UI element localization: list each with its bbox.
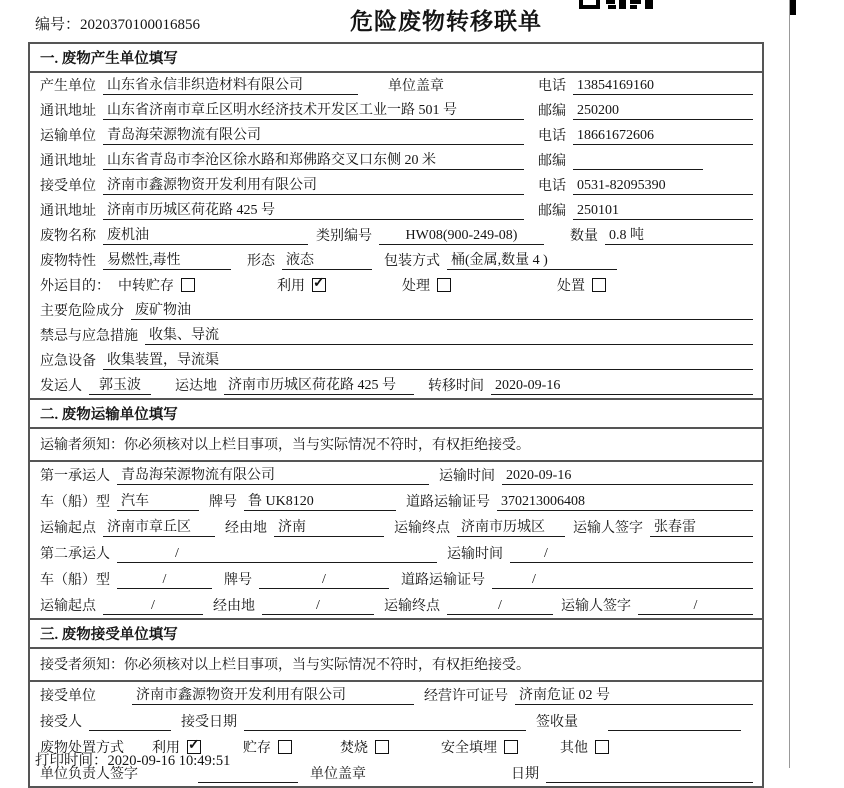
route2-via-value: / xyxy=(262,598,374,615)
receiver-unit-label: 接受单位 xyxy=(40,179,96,194)
plate-label: 牌号 xyxy=(209,495,237,510)
purpose-option-label: 处理 xyxy=(402,279,430,294)
responsible-sign-value xyxy=(198,782,298,783)
receiver-unit-value: 济南市鑫源物资开发利用有限公司 xyxy=(103,174,524,195)
emergency-equipment-row xyxy=(30,348,762,373)
vehicle2-row xyxy=(30,566,762,592)
vehicle1-license-value: 370213006408 xyxy=(497,494,753,511)
carrier2-row xyxy=(30,540,762,566)
document-number-value: 2020370100016856 xyxy=(80,17,201,33)
receiver-zip-value: 250101 xyxy=(573,203,753,220)
disposal-checkbox xyxy=(592,278,606,292)
signed-qty-label: 签收量 xyxy=(536,715,578,730)
transporter-unit-row xyxy=(30,123,762,148)
vehicle2-license-value: / xyxy=(492,572,753,589)
disposal-option-label: 焚烧 xyxy=(340,741,368,756)
receiver-address-row xyxy=(30,198,762,223)
emergency-measures-value: 收集、导流 xyxy=(145,324,753,345)
producer-unit-value: 山东省永信非织造材料有限公司 xyxy=(103,74,358,95)
disposal-landfill-checkbox xyxy=(504,740,518,754)
disposal-incineration-checkbox xyxy=(375,740,389,754)
transporter-address-row xyxy=(30,148,762,173)
route1-sign-value: 张春雷 xyxy=(650,516,753,537)
producer-phone-value: 13854169160 xyxy=(573,78,753,95)
disposal-option-incineration xyxy=(340,737,389,757)
route1-end-value: 济南市历城区 xyxy=(457,516,565,537)
waste-props-label: 废物特性 xyxy=(40,254,96,269)
document-header xyxy=(0,0,796,42)
route1-start-value: 济南市章丘区 xyxy=(103,516,215,537)
disposal-option-other xyxy=(560,737,609,757)
transporter-unit-value: 青岛海荣源物流有限公司 xyxy=(103,124,524,145)
page-edge-line xyxy=(789,0,790,768)
receive-person-row xyxy=(30,708,762,734)
purpose-option-transfer-storage xyxy=(118,275,195,295)
carrier-sign-label: 运输人签字 xyxy=(573,521,643,536)
destination-label: 运达地 xyxy=(175,379,217,394)
waste-qty-label: 数量 xyxy=(570,229,598,244)
print-time-label: 打印时间： xyxy=(35,753,108,769)
receive-person-label: 接受人 xyxy=(40,715,82,730)
qr-code-fragment-icon xyxy=(579,0,653,11)
section3-heading: 三. 废物接受单位填写 xyxy=(30,618,762,649)
dispatch-row xyxy=(30,373,762,398)
responsible-sign-label: 单位负责人签字 xyxy=(40,767,138,782)
signed-qty-value xyxy=(608,730,741,731)
document-number-label: 编号： xyxy=(35,17,81,33)
phone-label: 电话 xyxy=(538,129,566,144)
carrier2-time-value: / xyxy=(510,546,753,563)
route2-sign-value: / xyxy=(638,598,753,615)
route2-end-value: / xyxy=(447,598,553,615)
producer-address-label: 通讯地址 xyxy=(40,104,96,119)
purpose-option-label: 利用 xyxy=(277,279,305,294)
packaging-label: 包装方式 xyxy=(384,254,440,269)
route-start-label: 运输起点 xyxy=(40,521,96,536)
transporter-address-label: 通讯地址 xyxy=(40,154,96,169)
hazard-component-value: 废矿物油 xyxy=(131,299,753,320)
receive-unit-row xyxy=(30,682,762,708)
disposal-option-label: 安全填埋 xyxy=(441,741,497,756)
section2-heading: 二. 废物运输单位填写 xyxy=(30,398,762,429)
receive-unit-label: 接受单位 xyxy=(40,689,96,704)
zip-label: 邮编 xyxy=(538,104,566,119)
receiver-unit-row xyxy=(30,173,762,198)
purpose-option-label: 处置 xyxy=(557,279,585,294)
permit-value: 济南危证 02 号 xyxy=(515,684,753,705)
route-end-label: 运输终点 xyxy=(394,521,450,536)
destination-value: 济南市历城区荷花路 425 号 xyxy=(224,374,414,395)
phone-label: 电话 xyxy=(538,79,566,94)
emergency-measures-row xyxy=(30,323,762,348)
unit-seal-label: 单位盖章 xyxy=(388,79,444,94)
vehicle1-plate-value: 鲁 UK8120 xyxy=(244,490,396,511)
unit-seal-label: 单位盖章 xyxy=(310,767,366,782)
disposal-method-label: 废物处置方式 xyxy=(40,741,124,756)
waste-name-label: 废物名称 xyxy=(40,229,96,244)
transporter-phone-value: 18661672606 xyxy=(573,128,753,145)
emergency-equipment-value: 收集装置，导流渠 xyxy=(103,349,753,370)
road-license-label: 道路运输证号 xyxy=(401,573,485,588)
disposal-option-label: 其他 xyxy=(560,741,588,756)
disposal-option-label: 利用 xyxy=(152,741,180,756)
packaging-value: 桶(金属,数量 4 ) xyxy=(447,249,617,270)
sign-date-value xyxy=(546,782,753,783)
carrier1-time-value: 2020-09-16 xyxy=(502,468,753,485)
producer-address-row xyxy=(30,98,762,123)
carrier2-value: / xyxy=(117,546,437,563)
transporter-address-value: 山东省青岛市李沧区徐水路和郑佛路交叉口东侧 20 米 xyxy=(103,149,524,170)
route1-via-value: 济南 xyxy=(274,516,384,537)
dispatcher-value: 郭玉波 xyxy=(89,374,151,395)
waste-form-label: 形态 xyxy=(247,254,275,269)
carrier-sign-label: 运输人签字 xyxy=(561,599,631,614)
receiver-address-label: 通讯地址 xyxy=(40,204,96,219)
section1-heading: 一. 废物产生单位填写 xyxy=(30,44,762,73)
route1-row xyxy=(30,514,762,540)
page-title: 危险废物转移联单 xyxy=(350,9,542,34)
zip-label: 邮编 xyxy=(538,154,566,169)
vehicle-type-label: 车（船）型 xyxy=(40,573,110,588)
zip-label: 邮编 xyxy=(538,204,566,219)
disposal-option-label: 贮存 xyxy=(243,741,271,756)
vehicle2-plate-value: / xyxy=(259,572,389,589)
waste-qty-value: 0.8 吨 xyxy=(605,224,753,245)
hazard-component-label: 主要危险成分 xyxy=(40,304,124,319)
receive-unit-value: 济南市鑫源物资开发利用有限公司 xyxy=(132,684,414,705)
route-via-label: 经由地 xyxy=(213,599,255,614)
vehicle2-type-value: / xyxy=(117,572,212,589)
route-end-label: 运输终点 xyxy=(384,599,440,614)
transfer-time-value: 2020-09-16 xyxy=(491,378,753,395)
permit-label: 经营许可证号 xyxy=(424,689,508,704)
transfer-time-label: 转移时间 xyxy=(428,379,484,394)
transport-time-label: 运输时间 xyxy=(439,469,495,484)
vehicle1-type-value: 汽车 xyxy=(117,490,199,511)
route2-row xyxy=(30,592,762,618)
emergency-equipment-label: 应急设备 xyxy=(40,354,96,369)
receiver-phone-value: 0531-82095390 xyxy=(573,178,753,195)
vehicle-type-label: 车（船）型 xyxy=(40,495,110,510)
carrier1-row xyxy=(30,462,762,488)
road-license-label: 道路运输证号 xyxy=(406,495,490,510)
disposal-storage-checkbox xyxy=(278,740,292,754)
sign-date-label: 日期 xyxy=(511,767,539,782)
transporter-zip-value xyxy=(573,169,703,170)
disposal-option-landfill xyxy=(441,737,518,757)
transfer-purpose-row xyxy=(30,273,762,298)
carrier2-label: 第二承运人 xyxy=(40,547,110,562)
waste-code-label: 类别编号 xyxy=(316,229,372,244)
receive-date-label: 接受日期 xyxy=(181,715,237,730)
page-edge-artifact xyxy=(790,0,796,15)
route-start-label: 运输起点 xyxy=(40,599,96,614)
route-via-label: 经由地 xyxy=(225,521,267,536)
transporter-unit-label: 运输单位 xyxy=(40,129,96,144)
producer-unit-label: 产生单位 xyxy=(40,79,96,94)
waste-name-row xyxy=(30,223,762,248)
receiver-address-value: 济南市历城区荷花路 425 号 xyxy=(103,199,524,220)
waste-code-value: HW08(900-249-08) xyxy=(379,228,544,245)
waste-name-value: 废机油 xyxy=(103,224,308,245)
waste-form-value: 液态 xyxy=(282,249,372,270)
receive-person-value xyxy=(89,730,171,731)
waste-props-row xyxy=(30,248,762,273)
section3-notice: 接受者须知：你必须核对以上栏目事项，当与实际情况不符时，有权拒绝接受。 xyxy=(30,649,762,682)
dispatcher-label: 发运人 xyxy=(40,379,82,394)
treatment-checkbox xyxy=(437,278,451,292)
section2-notice: 运输者须知：你必须核对以上栏目事项，当与实际情况不符时，有权拒绝接受。 xyxy=(30,429,762,462)
manifest-form xyxy=(28,42,764,788)
receive-date-value xyxy=(244,730,526,731)
route2-start-value: / xyxy=(103,598,203,615)
disposal-option-storage xyxy=(243,737,292,757)
purpose-option-treatment xyxy=(402,275,451,295)
producer-address-value: 山东省济南市章丘区明水经济技术开发区工业一路 501 号 xyxy=(103,99,524,120)
print-time-value: 2020-09-16 10:49:51 xyxy=(107,753,231,769)
phone-label: 电话 xyxy=(538,179,566,194)
vehicle1-row xyxy=(30,488,762,514)
purpose-option-label: 中转贮存 xyxy=(118,279,174,294)
carrier1-value: 青岛海荣源物流有限公司 xyxy=(117,464,429,485)
transfer-storage-checkbox xyxy=(181,278,195,292)
print-time xyxy=(35,749,230,770)
producer-unit-row xyxy=(30,73,762,98)
transport-time-label: 运输时间 xyxy=(447,547,503,562)
producer-zip-value: 250200 xyxy=(573,103,753,120)
plate-label: 牌号 xyxy=(224,573,252,588)
emergency-measures-label: 禁忌与应急措施 xyxy=(40,329,138,344)
waste-props-value: 易燃性,毒性 xyxy=(103,249,231,270)
hazard-component-row xyxy=(30,298,762,323)
carrier1-label: 第一承运人 xyxy=(40,469,110,484)
purpose-option-reuse xyxy=(277,275,326,295)
purpose-option-disposal xyxy=(557,275,606,295)
disposal-other-checkbox xyxy=(595,740,609,754)
transfer-purpose-label: 外运目的： xyxy=(40,279,110,294)
reuse-checkbox xyxy=(312,278,326,292)
